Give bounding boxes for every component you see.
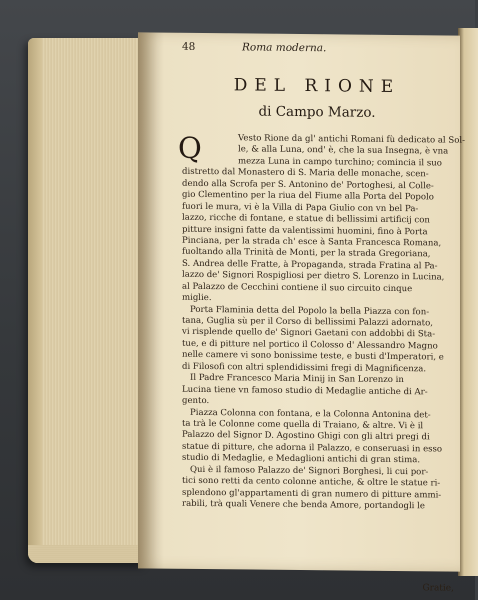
text-line: fuori le mura, vi è la Villa di Papa Giulio con vn bel Pa- <box>182 201 419 214</box>
section-title: DEL RIONE <box>233 75 401 98</box>
text-line: splendono gl'appartamenti di gran numero di pitture ammi- <box>182 487 442 501</box>
text-line: gio Clementino per la riua del Fiume alla Porta del Popolo <box>182 189 434 203</box>
text-line: pitture insigni fatte da valentissimi huomini, fino à Porta <box>182 224 428 237</box>
text-line: lazzo, ricche di fontane, e statue di bellissimi artificij con <box>182 212 430 226</box>
text-line: Qui è il famoso Palazzo de' Signori Borghesi, li cui por- <box>190 464 429 478</box>
text-line: miglie. <box>182 292 212 304</box>
page-header <box>182 41 452 62</box>
text-line: Porta Flaminia detta del Popolo la bella Piazza con fon- <box>190 304 430 317</box>
catchword: Gratie, <box>422 583 454 594</box>
text-line: di Filosofi con altri splendidissimi fregi di Magnificenza. <box>182 361 427 375</box>
text-line: studio di Medaglie, e Medaglioni antichi di gran stima. <box>182 453 421 466</box>
text-line: statue di pitture, che adorna il Palazzo, e conseruasi in esso <box>182 441 443 455</box>
text-line: rabili, trà quali Venere che benda Amore, portandogli le <box>182 498 425 512</box>
text-line: lazzo de' Signori Rospigliosi per dietro S. Lorenzo in Lucina, <box>182 270 445 283</box>
text-line: fuoltando alla Trinità de Monti, per la strada Gregoriana, <box>182 247 431 260</box>
body-text <box>178 130 465 513</box>
text-line: mezza Luna in campo turchino; comincia il suo <box>238 156 442 169</box>
page-edges <box>28 38 146 563</box>
text-line: distretto dal Monastero di S. Maria delle monache, scen- <box>182 167 429 180</box>
text-line: Piazza Colonna con fontana, e la Colonna Antonina det- <box>190 407 431 420</box>
text-line: Vesto Rione da gl' antichi Romani fù dedicato al Sol- <box>238 133 465 146</box>
fore-edge <box>28 38 42 563</box>
text-line: ta trà le Colonne come quella di Traiano, & altre. Vi è il <box>182 418 424 432</box>
bottom-edge <box>28 545 146 563</box>
text-line: S. Andrea delle Fratte, à Propaganda, strada Fratina al Pa- <box>182 258 438 272</box>
text-line: al Palazzo de Cecchini contiene il suo circuito cinque <box>182 281 413 294</box>
running-title: Roma moderna. <box>242 41 327 55</box>
text-line: Palazzo del Signor D. Agostino Ghigi con gli altri pregi di <box>182 430 430 443</box>
text-line: tici sono retti da cento colonne antiche, & oltre le statue ri- <box>182 475 441 489</box>
book-page <box>138 32 465 594</box>
text-line: nelle camere vi sono bonissime teste, e busti d'Imperatori, e <box>182 350 444 363</box>
facing-page-sliver <box>458 28 478 576</box>
text-line: vi risplende quello de' Signori Gaetani con addobbi di Sta- <box>182 327 436 340</box>
drop-cap: Q <box>178 130 202 165</box>
text-line: Pinciana, per la strada ch' esce à Santa Francesca Romana, <box>182 235 442 249</box>
text-line: Lucina tiene vn famoso studio di Medaglie antiche di Ar- <box>182 384 428 397</box>
section-subtitle: di Campo Marzo. <box>258 103 376 121</box>
text-line: tana, Guglia sù per il Corso di bellissimi Palazzi adornato, <box>182 315 433 329</box>
text-line: tue, e di pitture nel portico il Colosso d' Alessandro Magno <box>182 338 438 352</box>
text-line: dendo alla Scrofa per S. Antonino de' Portoghesi, al Colle- <box>182 178 434 192</box>
page-number: 48 <box>182 40 196 53</box>
text-line: gento. <box>182 395 210 407</box>
text-line: le, & alla Luna, ond' è, che la sua Insegna, è vna <box>238 144 449 157</box>
gutter-shadow <box>138 32 164 568</box>
text-line: Il Padre Francesco Maria Minij in San Lorenzo in <box>190 373 404 386</box>
